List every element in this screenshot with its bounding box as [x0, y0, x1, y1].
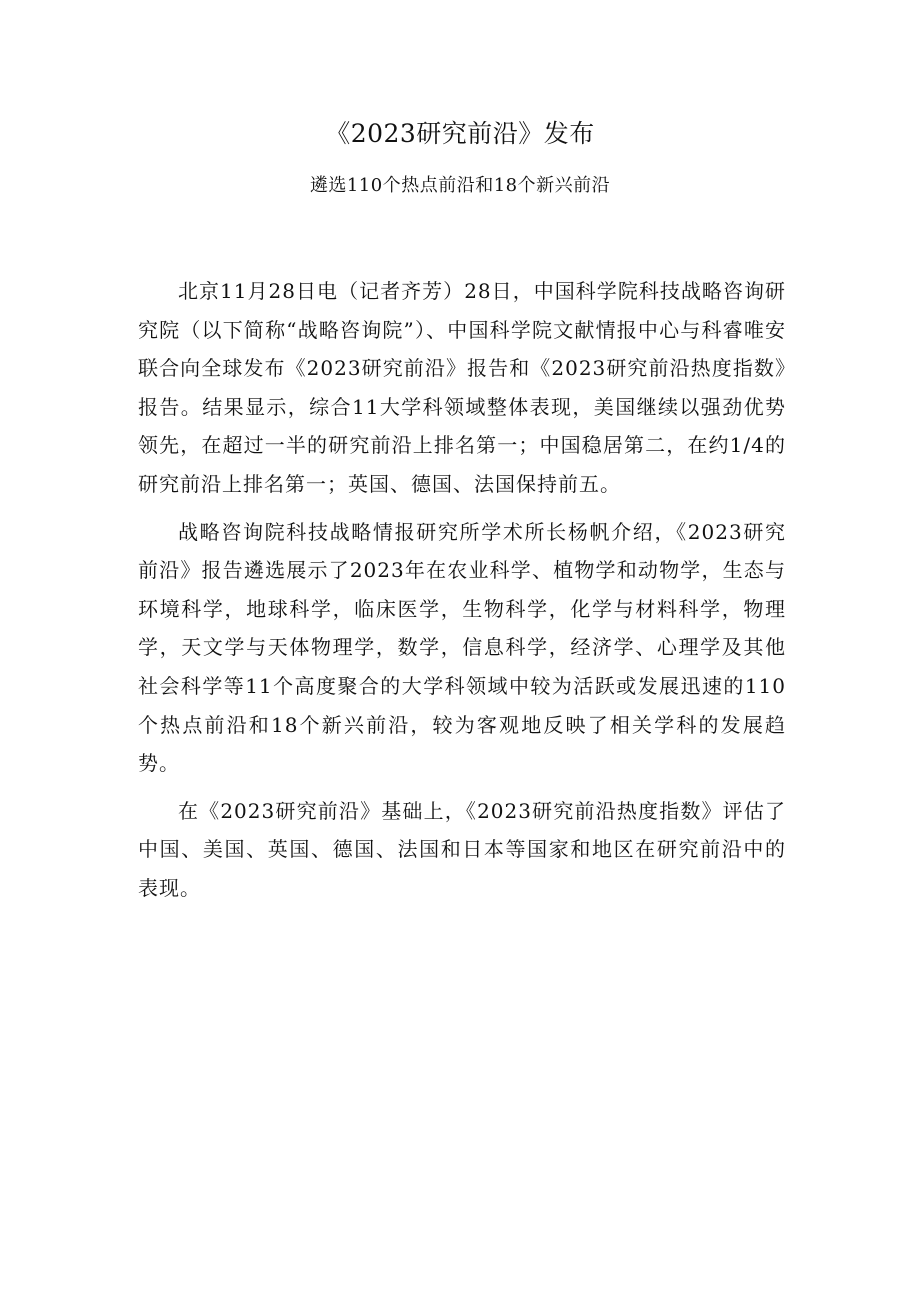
paragraph-2: 战略咨询院科技战略情报研究所学术所长杨帆介绍，《2023研究前沿》报告遴选展示了2023年在农业科学、植物学和动物学，生态与环境科学，地球科学，临床医学，生物科学，化学与材料科学，物理学，天文学与天体物理学，数学，信息科学，经济学、心理学及其他社会科学等11个高度聚合的大学科领域中较为活跃或发展迅速的110个热点前沿和18个新兴前沿，较为客观地反映了相关学科的发展趋势。	[138, 519, 786, 776]
article-body	[138, 272, 786, 917]
paragraph-1: 北京11月28日电（记者齐芳）28日，中国科学院科技战略咨询研究院（以下简称“战略咨询院”）、中国科学院文献情报中心与科睿唯安联合向全球发布《2023研究前沿》报告和《2023研究前沿热度指数》报告。结果显示，综合11大学科领域整体表现，美国继续以强劲优势领先，在超过一半的研究前沿上排名第一；中国稳居第二，在约1/4的研究前沿上排名第一；英国、德国、法国保持前五。	[138, 279, 786, 496]
document-title: 《2023研究前沿》发布	[325, 119, 595, 148]
paragraph-3: 在《2023研究前沿》基础上，《2023研究前沿热度指数》评估了中国、美国、英国、德国、法国和日本等国家和地区在研究前沿中的表现。	[138, 798, 786, 900]
document-subtitle: 遴选110个热点前沿和18个新兴前沿	[309, 175, 611, 196]
